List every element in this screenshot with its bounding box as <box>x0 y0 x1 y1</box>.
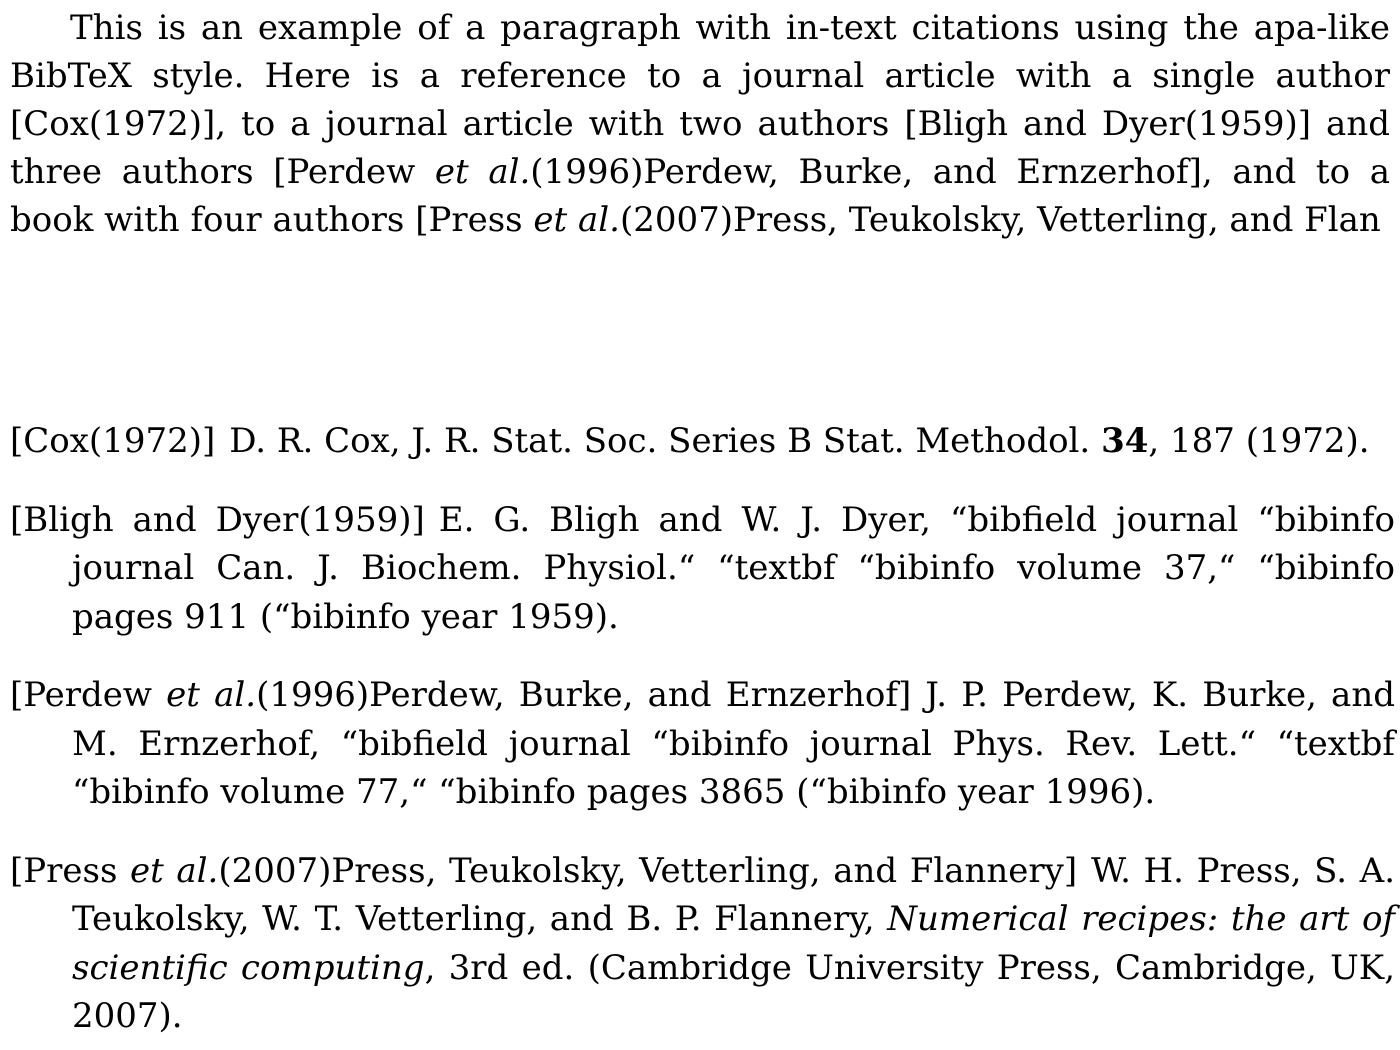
bibliography <box>10 417 1395 1041</box>
bib-rest-press: , 3rd ed. (Cambridge University Press, Cambridge, UK, 2007). <box>72 947 1396 1036</box>
paragraph-text-1: This is an example of a paragraph with in-text citations using the apa-like BibTeX style. Here is a reference to a journal article with a single author <box>10 8 1390 96</box>
citation-perdew-post: (1996)Perdew, Burke, and Ernzerhof] <box>530 152 1202 192</box>
body-paragraph <box>10 4 1390 244</box>
paragraph-text-4: , and to a book with four authors <box>10 152 1390 240</box>
citation-perdew-etal: et al. <box>434 152 531 192</box>
bib-label-perdew-post: (1996)Perdew, Burke, and Ernzerhof] <box>256 675 912 715</box>
bib-label-press-etal: et al. <box>130 850 219 891</box>
citation-perdew-pre: [Perdew <box>273 152 435 192</box>
paragraph-text-2: , to a journal article with two authors <box>215 104 905 144</box>
citation-bligh-dyer[interactable]: [Bligh and Dyer(1959)] <box>904 104 1312 144</box>
citation-cox[interactable]: [Cox(1972)] <box>10 104 216 144</box>
bib-label-bligh-dyer: [Bligh and Dyer(1959)] <box>10 499 425 540</box>
citation-perdew[interactable] <box>273 152 1202 192</box>
bib-text-cox-post: , 187 (1972). <box>1148 421 1370 461</box>
bib-label-cox: [Cox(1972)] <box>10 421 216 461</box>
bib-authors-press: W. H. Press, S. A. Teukolsky, W. T. Vetterling, and B. P. Flannery, <box>72 850 1396 939</box>
bib-entry-perdew <box>10 671 1395 817</box>
bib-entry-bligh-dyer <box>10 496 1395 642</box>
citation-press[interactable] <box>415 200 1381 240</box>
bib-title-press: Numerical recipes: the art of scientific computing <box>72 899 1395 988</box>
bib-text-perdew: J. P. Perdew, K. Burke, and M. Ernzerhof, “bibfield journal “bibinfo journal Phys. Rev. Lett.“ “textbf “bibinfo volume 77,“ “bibinfo pages 3865 (“bibinfo year 1996). <box>72 675 1395 812</box>
bib-label-perdew <box>10 675 911 715</box>
paragraph-text-3: and three authors <box>10 104 1390 192</box>
bib-text-bligh-dyer: E. G. Bligh and W. J. Dyer, “bibfield journal “bibinfo journal Can. J. Biochem. Physiol.“ “textbf “bibinfo volume 37,“ “bibinfo pages 911 (“bibinfo year 1959). <box>72 499 1395 637</box>
bib-label-perdew-pre: [Perdew <box>10 675 167 715</box>
bib-text-cox-pre: D. R. Cox, J. R. Stat. Soc. Series B Stat. Methodol. <box>229 421 1102 461</box>
citation-press-pre: [Press <box>415 200 534 240</box>
citation-press-post: (2007)Press, Teukolsky, Vetterling, and Flan <box>619 200 1381 240</box>
citation-press-etal: et al. <box>533 200 620 240</box>
bib-entry-press <box>10 847 1395 1041</box>
bib-label-press-pre: [Press <box>10 850 131 891</box>
bib-entry-cox <box>10 417 1395 466</box>
bib-volume-cox: 34 <box>1101 421 1149 461</box>
bib-label-press <box>10 851 1077 891</box>
bib-label-press-post: (2007)Press, Teukolsky, Vetterling, and Flannery] <box>218 850 1078 891</box>
bib-label-perdew-etal: et al. <box>166 675 257 715</box>
